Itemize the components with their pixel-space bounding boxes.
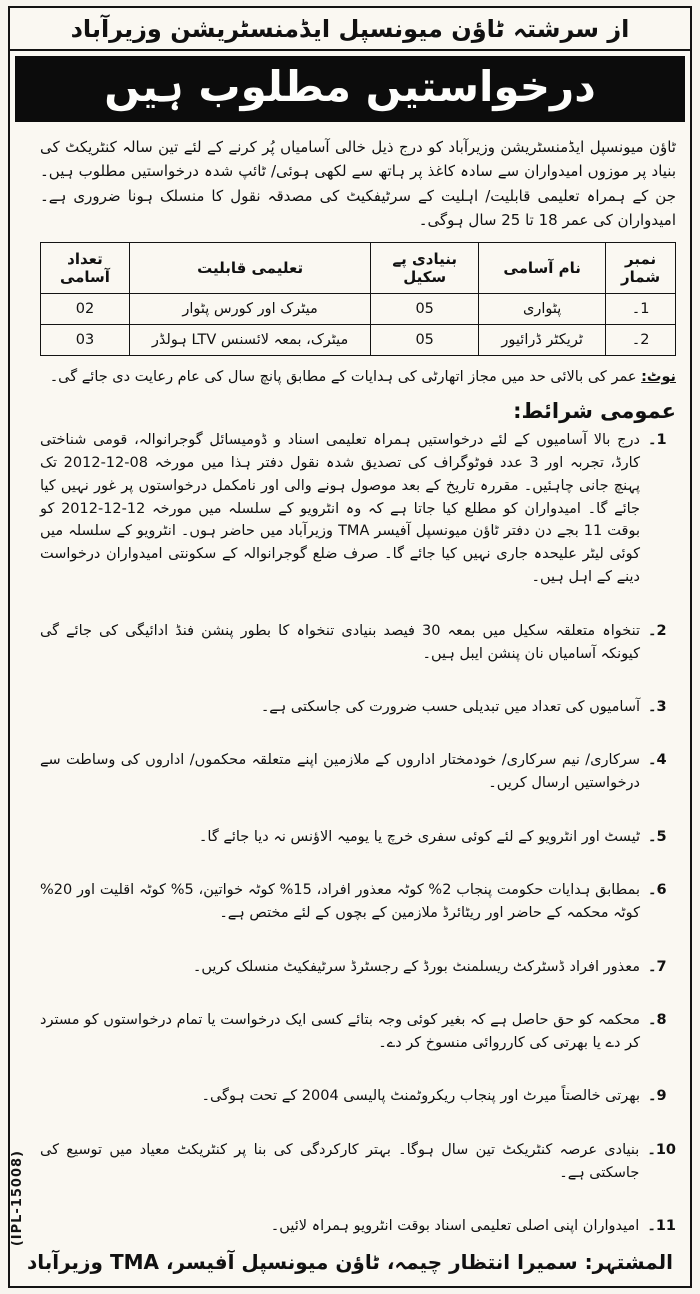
condition-number: 11۔ [647,1218,676,1235]
condition-number: 4۔ [648,752,667,769]
condition-item [40,956,676,979]
condition-number: 1۔ [648,431,667,448]
conditions-list [40,429,676,1244]
cell-pay-scale: 05 [371,294,479,325]
condition-text: محکمہ کو حق حاصل ہے کہ بغیر کوئی وجہ بتائے کسی ایک درخواست یا تمام درخواستوں کو مسترد کر دے یا بھرتی کی کارروائی منسوخ کر دے۔ [40,1011,640,1051]
condition-item [40,1139,676,1185]
condition-text: بنیادی عرصہ کنٹریکٹ تین سال ہوگا۔ بہتر کارکردگی کی بنا پر کنٹریکٹ معیاد میں توسیع کی جاسکتی ہے۔ [40,1141,640,1181]
header-post-name: نام آسامی [479,243,606,294]
condition-item [40,1085,676,1108]
condition-number: 7۔ [648,958,667,975]
cell-qualification: میٹرک، بمعہ لائسنس LTV ہولڈر [129,325,370,356]
cell-serial: 1۔ [606,294,676,325]
ad-reference-number: (IPL-15008) [10,1149,25,1246]
condition-text: سرکاری/ نیم سرکاری/ خودمختار اداروں کے ملازمین اپنے متعلقہ محکموں/ اداروں کی وساطت سے درخواستیں ارسال کریں۔ [40,752,640,792]
note-line [40,366,676,388]
condition-text: تنخواہ متعلقہ سکیل میں بمعہ 30 فیصد بنیادی تنخواہ کا بطور پنشن فنڈ ادائیگی کی جائے گی کیونکہ آسامیاں نان پنشن ایبل ہیں۔ [40,622,640,662]
condition-text: معذور افراد ڈسٹرکٹ ریسلمنٹ بورڈ کے رجسٹرڈ سرٹیفکیٹ منسلک کریں۔ [192,958,640,975]
condition-item [40,1215,676,1238]
table-header-row [41,243,676,294]
header-serial: نمبر شمار [606,243,676,294]
intro-paragraph: ٹاؤن میونسپل ایڈمنسٹریشن وزیرآباد کو درج ذیل خالی آسامیاں پُر کرنے کے لئے تین سالہ کنٹریکٹ کی بنیاد پر موزوں امیدواران سے سادہ کاغذ پر ہاتھ سے لکھی ہوئی/ ٹائپ شدہ درخواستیں مطلوب ہیں۔ جن کے ہمراہ تعلیمی قابلیت/ اہلیت کے سرٹیفکیٹ کی مصدقہ نقول کا منسلک ہونا ضروری ہے۔ امیدواران کی عمر 18 تا 25 سال ہوگی۔ [40,138,676,230]
cell-post-name: ٹریکٹر ڈرائیور [479,325,606,356]
ad-frame [8,6,692,1288]
table-row [41,325,676,356]
condition-number: 9۔ [648,1088,667,1105]
cell-pay-scale: 05 [371,325,479,356]
condition-item [40,1009,676,1055]
cell-serial: 2۔ [606,325,676,356]
condition-number: 10۔ [647,1141,676,1158]
note-label: نوٹ: [641,369,676,386]
cell-post-count: 02 [41,294,130,325]
condition-text: بھرتی خالصتاً میرٹ اور پنجاب ریکروٹمنٹ پالیسی 2004 کے تحت ہوگی۔ [201,1088,640,1105]
condition-item [40,696,676,719]
header-qualification: تعلیمی قابلیت [129,243,370,294]
condition-item [40,879,676,925]
condition-number: 2۔ [648,622,667,639]
note-text: عمر کی بالائی حد میں مجاز اتھارٹی کی ہدایات کے مطابق پانچ سال کی عام رعایت دی جائے گی۔ [49,369,637,386]
condition-number: 5۔ [648,828,667,845]
condition-item [40,429,676,589]
positions-table [40,242,676,356]
cell-qualification: میٹرک اور کورس پٹوار [129,294,370,325]
condition-text: بمطابق ہدایات حکومت پنجاب 2% کوٹہ معذور افراد، 15% کوٹہ خواتین، 5% کوٹہ اقلیت اور 20% کوٹہ محکمہ کے حاضر اور ریٹائرڈ ملازمین کے بچوں کے لئے مختص ہے۔ [40,882,640,922]
advertiser-footer: المشتہر: سمیرا انتظار چیمہ، ٹاؤن میونسپل آفیسر، TMA وزیرآباد [26,1250,674,1274]
title-banner: درخواستیں مطلوب ہیں [15,56,685,122]
cell-post-count: 03 [41,325,130,356]
condition-number: 8۔ [648,1011,667,1028]
condition-text: ٹیسٹ اور انٹرویو کے لئے کوئی سفری خرچ یا یومیہ الاؤنس نہ دیا جائے گا۔ [198,828,640,845]
condition-number: 3۔ [648,699,667,716]
conditions-heading: عمومی شرائط: [513,398,676,423]
cell-post-name: پٹواری [479,294,606,325]
masthead-title: از سرشتہ ٹاؤن میونسپل ایڈمنسٹریشن وزیرآباد [10,8,690,51]
condition-item [40,749,676,795]
condition-text: آسامیوں کی تعداد میں تبدیلی حسب ضرورت کی جاسکتی ہے۔ [260,699,640,716]
table-row [41,294,676,325]
condition-item [40,826,676,849]
condition-text: درج بالا آسامیوں کے لئے درخواستیں ہمراہ تعلیمی اسناد و ڈومیسائل گوجرانوالہ، قومی شناختی کارڈ، تجربہ اور 3 عدد فوٹوگراف کی تصدیق شدہ نقول دفتر ہذا میں مورخہ 08-12-2012 تک پہنچ جانی چاہئیں۔ مقررہ تاریخ کے بعد موصول ہونے والی اور نامکمل درخواستوں پر غور نہیں کیا جائے گا۔ امیدواران کو مطلع کیا جاتا ہے کہ وہ انٹرویو کے سلسلہ میں مورخہ 12-12-2012 کو بوقت 11 بجے دن دفتر ٹاؤن میونسپل آفیسر TMA وزیرآباد میں حاضر ہوں۔ انٹرویو کے سلسلہ میں کوئی لیٹر علیحدہ جاری نہیں کیا جائے گا۔ صرف ضلع گوجرانوالہ کے سکونتی امیدواران درخواست دینے کے اہل ہیں۔ [40,431,641,586]
header-pay-scale: بنیادی پے سکیل [371,243,479,294]
condition-item [40,620,676,666]
header-post-count: تعداد آسامی [41,243,130,294]
condition-text: امیدواران اپنی اصلی تعلیمی اسناد بوقت انٹرویو ہمراہ لائیں۔ [270,1218,640,1235]
ad-body [10,127,690,1244]
condition-number: 6۔ [648,882,667,899]
